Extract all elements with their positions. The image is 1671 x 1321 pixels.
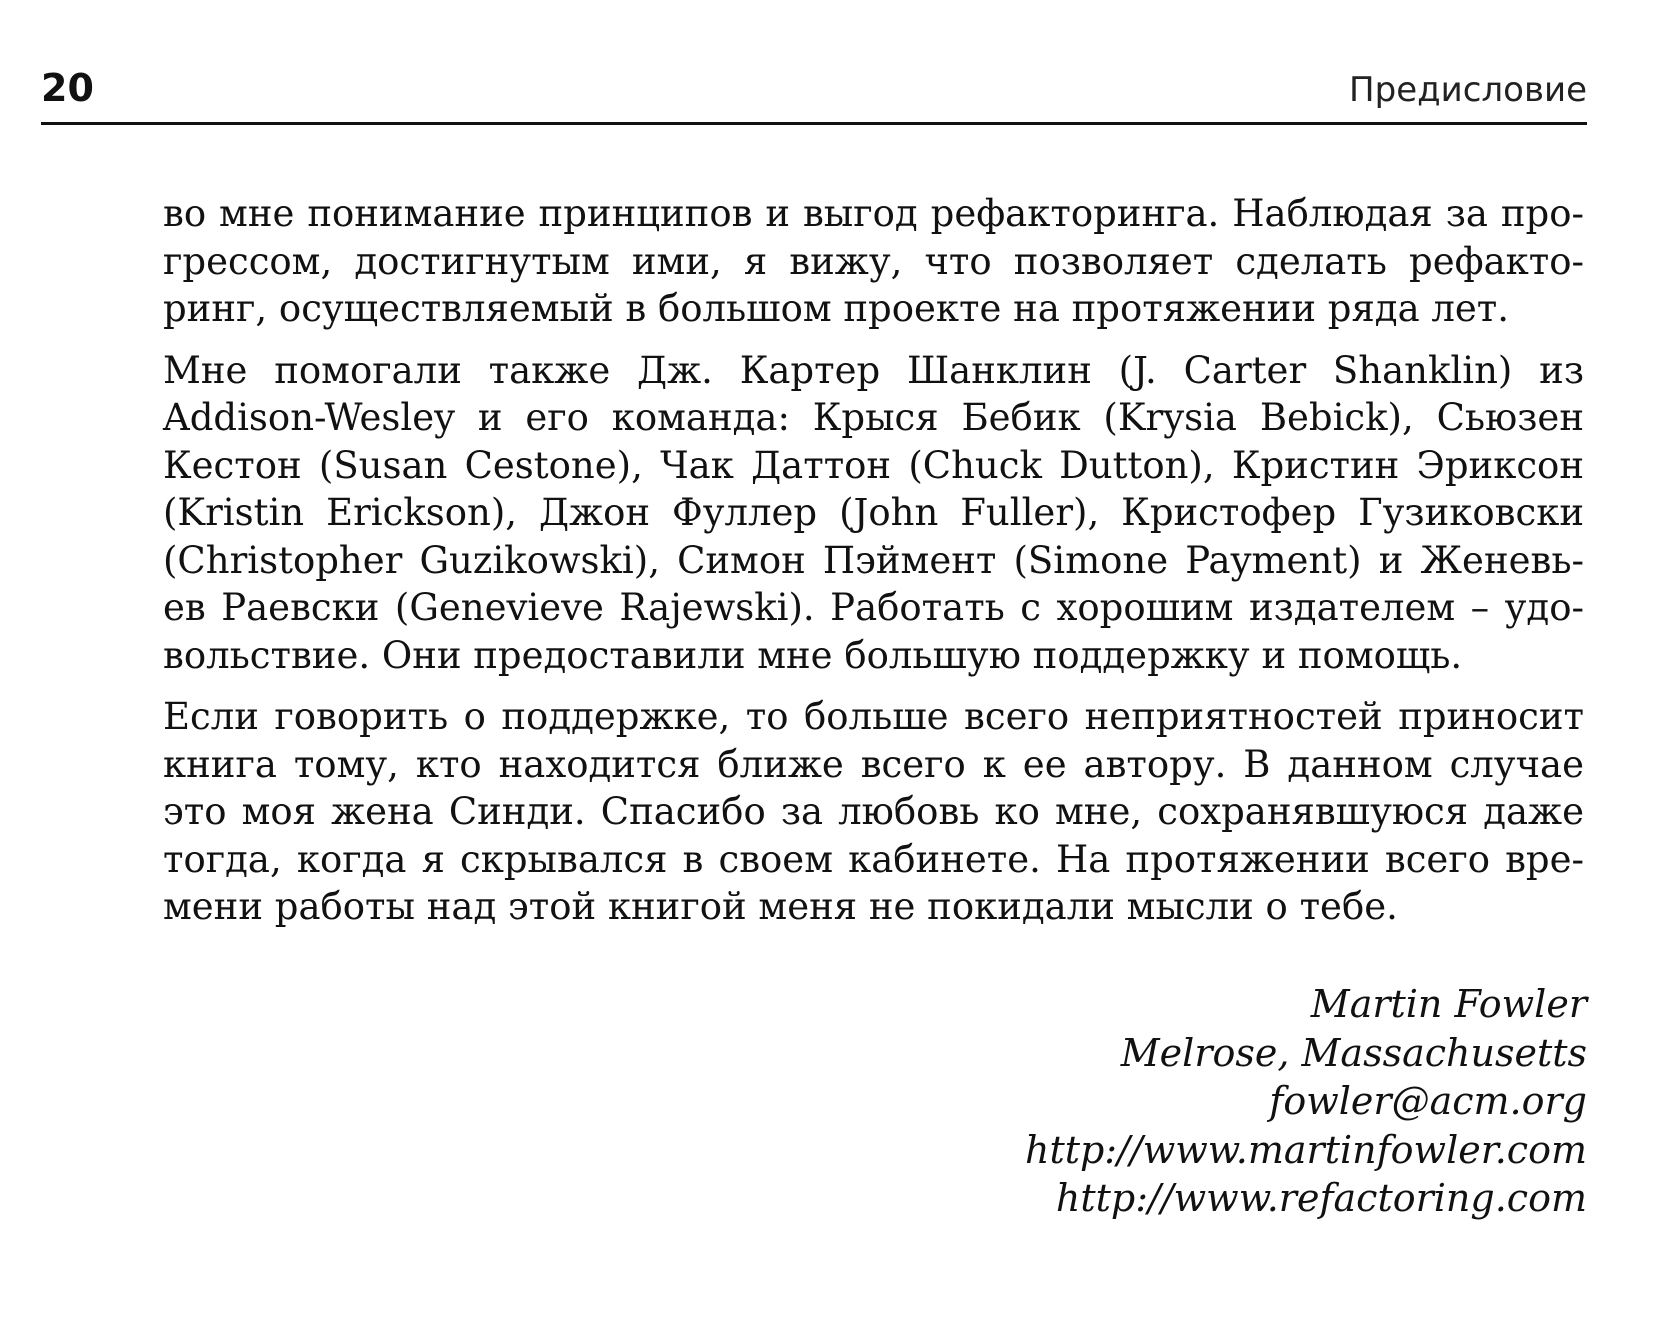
text-line: Кестон (Susan Cestone), Чак Даттон (Chuck Dutton), Кристин Эриксон [163,443,1584,487]
text-line: ев Раевски (Genevieve Rajewski). Работать с хорошим издателем – удо- [163,586,1584,629]
text-line: грессом, достигнутым ими, я вижу, что позволяет сделать рефакто- [163,239,1584,283]
author-signature [587,980,1587,1223]
running-head [41,62,1587,125]
page-number: 20 [41,66,94,110]
paragraph-family-thanks [163,693,1584,931]
text-line: ринг, осуществляемый в большом проекте на протяжении ряда лет. [163,287,1510,330]
author-name: Martin Fowler [1310,982,1587,1026]
text-line: Если говорить о поддержке, то больше всего неприятностей приносит [163,695,1584,738]
text-line: вольствие. Они предоставили мне большую поддержку и помощь. [163,633,1463,677]
text-line: во мне понимание принципов и выгод рефакторинга. Наблюдая за про- [163,192,1584,235]
author-website: http://www.martinfowler.com [1024,1127,1587,1172]
refactoring-website: http://www.refactoring.com [1055,1176,1587,1220]
paragraph-publisher-thanks [163,347,1584,680]
text-line: Мне помогали также Дж. Картер Шанклин (J. Carter Shanklin) из [163,348,1584,392]
author-email: fowler@acm.org [1269,1079,1587,1123]
text-line: Addison-Wesley и его команда: Крыся Бебик (Krysia Bebick), Сьюзен [163,396,1584,439]
section-title: Предисловие [1349,70,1587,110]
text-line: (Kristin Erickson), Джон Фуллер (John Fuller), Кристофер Гузиковски [163,491,1584,534]
paragraph-refactoring-progress [163,190,1584,333]
body-text [163,190,1584,945]
author-location: Melrose, Massachusetts [1120,1030,1587,1075]
text-line: это моя жена Синди. Спасибо за любовь ко мне, сохранявшуюся даже [163,790,1584,833]
text-line: тогда, когда я скрывался в своем кабинете. На протяжении всего вре- [163,837,1584,881]
text-line: книга тому, кто находится ближе всего к ее автору. В данном случае [163,742,1584,786]
text-line: (Christopher Guzikowski), Симон Пэймент (Simone Payment) и Женевь- [163,538,1584,582]
text-line: мени работы над этой книгой меня не покидали мысли о тебе. [163,885,1398,928]
